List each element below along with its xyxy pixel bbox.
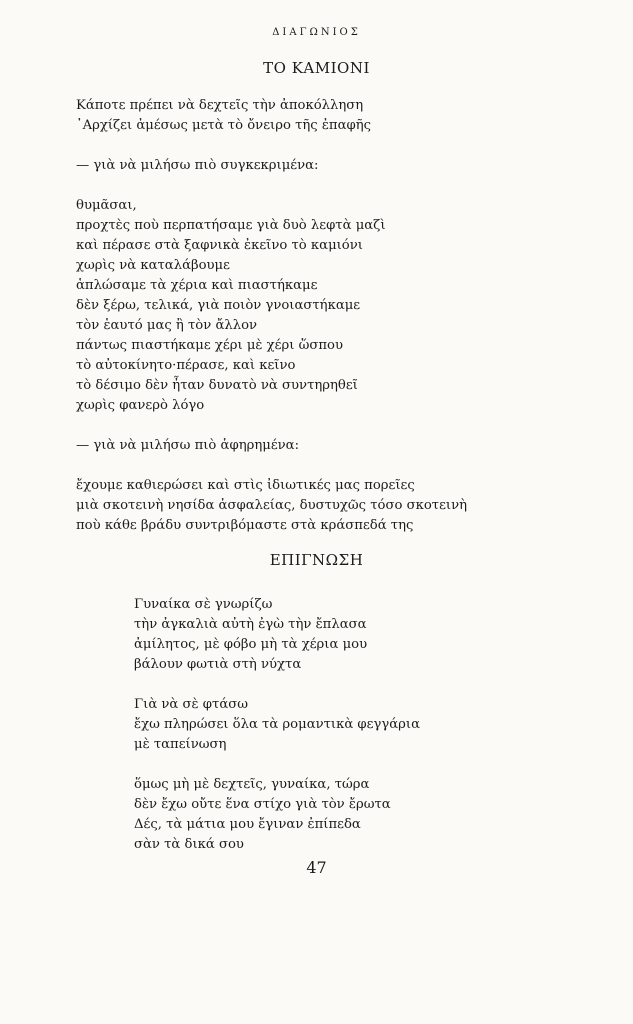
verse-line: χωρὶς νὰ καταλάβουμε: [76, 258, 230, 273]
verse-line: σὰν τὰ δικά σου: [134, 837, 244, 852]
verse-line: ποὺ κάθε βράδυ συντριβόμαστε στὰ κράσπεδά της: [76, 518, 414, 533]
poem-epignosi: [134, 595, 420, 855]
verse-line: — γιὰ νὰ μιλήσω πιὸ συγκεκριμένα:: [76, 158, 319, 173]
stanza: [76, 196, 467, 416]
verse-line: βάλουν φωτιὰ στὴ νύχτα: [134, 657, 302, 672]
verse-line: Γιὰ νὰ σὲ φτάσω: [134, 697, 248, 712]
verse-line: ἔχω πληρώσει ὅλα τὰ ρομαντικὰ φεγγάρια: [134, 717, 420, 732]
stanza: [134, 695, 420, 755]
stanza: [76, 156, 467, 176]
poem-title-to-kamioni: ΤΟ ΚΑΜΙΟΝΙ: [263, 59, 370, 77]
verse-line: θυμᾶσαι,: [76, 198, 137, 213]
verse-line: Γυναίκα σὲ γνωρίζω: [134, 597, 273, 612]
stanza: [134, 775, 420, 855]
stanza: [76, 436, 467, 456]
running-head: ΔΙΑΓΩΝΙΟΣ: [272, 27, 361, 38]
stanza-break: [76, 136, 467, 156]
stanza-break: [134, 675, 420, 695]
verse-line: Δές, τὰ μάτια μου ἔγιναν ἐπίπεδα: [134, 817, 361, 832]
verse-line: τὸ αὐτοκίνητο·πέρασε, καὶ κεῖνο: [76, 358, 296, 373]
poem-title-epignosi: ΕΠΙΓΝΩΣΗ: [269, 551, 364, 569]
verse-line: ὅμως μὴ μὲ δεχτεῖς, γυναίκα, τώρα: [134, 777, 370, 792]
verse-line: Κάποτε πρέπει νὰ δεχτεῖς τὴν ἀποκόλληση: [76, 98, 364, 113]
verse-line: μὲ ταπείνωση: [134, 737, 227, 752]
verse-line: ἔχουμε καθιερώσει καὶ στὶς ἰδιωτικές μας πορεῖες: [76, 478, 415, 493]
verse-line: προχτὲς ποὺ περπατήσαμε γιὰ δυὸ λεφτὰ μαζὶ: [76, 218, 386, 233]
verse-line: τὸ δέσιμο δὲν ἦταν δυνατὸ νὰ συντηρηθεῖ: [76, 378, 358, 393]
verse-line: πάντως πιαστήκαμε χέρι μὲ χέρι ὥσπου: [76, 338, 343, 353]
verse-line: ἀμίλητος, μὲ φόβο μὴ τὰ χέρια μου: [134, 637, 368, 652]
stanza: [76, 476, 467, 536]
verse-line: ᾿Αρχίζει ἀμέσως μετὰ τὸ ὄνειρο τῆς ἐπαφῆς: [76, 118, 372, 133]
stanza: [134, 595, 420, 675]
verse-line: δὲν ξέρω, τελικά, γιὰ ποιὸν γνοιαστήκαμε: [76, 298, 361, 313]
page-number: 47: [306, 858, 327, 877]
stanza-break: [76, 456, 467, 476]
poem-to-kamioni: [76, 96, 467, 536]
verse-line: — γιὰ νὰ μιλήσω πιὸ ἀφηρημένα:: [76, 438, 300, 453]
verse-line: μιὰ σκοτεινὴ νησίδα ἀσφαλείας, δυστυχῶς τόσο σκοτεινὴ: [76, 498, 468, 513]
verse-line: ἁπλώσαμε τὰ χέρια καὶ πιαστήκαμε: [76, 278, 318, 293]
stanza-break: [76, 176, 467, 196]
verse-line: τὸν ἑαυτό μας ἢ τὸν ἄλλον: [76, 318, 258, 333]
stanza: [76, 96, 467, 136]
stanza-break: [76, 416, 467, 436]
stanza-break: [134, 755, 420, 775]
verse-line: καὶ πέρασε στὰ ξαφνικὰ ἐκεῖνο τὸ καμιόνι: [76, 238, 363, 253]
verse-line: τὴν ἀγκαλιὰ αὐτὴ ἐγὼ τὴν ἔπλασα: [134, 617, 367, 632]
verse-line: χωρὶς φανερὸ λόγο: [76, 398, 205, 413]
verse-line: δὲν ἔχω οὔτε ἕνα στίχο γιὰ τὸν ἔρωτα: [134, 797, 391, 812]
